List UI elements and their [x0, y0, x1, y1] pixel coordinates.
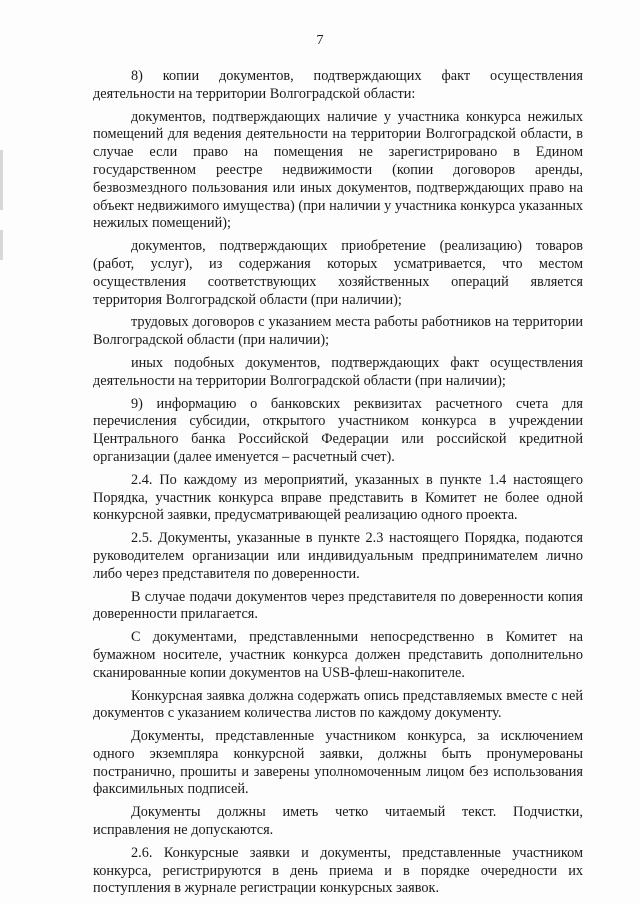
scan-edge-mark [0, 150, 3, 210]
paragraph-numbering: Документы, представленные участником конкурса, за исключением одного экземпляра конкурсной заявки, должны быть пронумерованы постранично, прошиты и заверены уполномоченным лицом без использования факсимильных подписей. [93, 728, 583, 798]
paragraph-readable-text: Документы должны иметь четко читаемый текст. Подчистки, исправления не допускаются. [93, 804, 583, 839]
paragraph-premises-documents: документов, подтверждающих наличие у участника конкурса нежилых помещений для ведения деятельности на территории Волгоградской области, в случае если право на помещения не зарегистрировано в Едином государственном реестре недвижимости (копии договоров аренды, безвозмездного пользования или иных документов, подтверждающих право на объект недвижимого имущества) (при наличии у участника конкурса указанных нежилых помещений); [93, 108, 583, 232]
paragraph-inventory: Конкурсная заявка должна содержать опись представляемых вместе с ней документов с указанием количества листов по каждому документу. [93, 687, 583, 722]
paragraph-2-5: 2.5. Документы, указанные в пункте 2.3 настоящего Порядка, подаются руководителем организации или индивидуальным предпринимателем лично либо через представителя по доверенности. [93, 530, 583, 582]
document-body [93, 68, 583, 903]
paragraph-2-4: 2.4. По каждому из мероприятий, указанных в пункте 1.4 настоящего Порядка, участник конкурса вправе представить в Комитет не более одной конкурсной заявки, предусматривающей реализацию одного проекта. [93, 471, 583, 524]
paragraph-item-9: 9) информацию о банковских реквизитах расчетного счета для перечисления субсидии, открытого участником конкурса в учреждении Центрального банка Российской Федерации или российской кредитной организации (далее именуется – расчетный счет). [93, 395, 583, 465]
paragraph-usb-copies: С документами, представленными непосредственно в Комитет на бумажном носителе, участник конкурса должен представить дополнительно сканированные копии документов на USB-флеш-накопителе. [93, 629, 583, 681]
paragraph-item-8: 8) копии документов, подтверждающих факт осуществления деятельности на территории Волгоградской области: [93, 68, 583, 102]
paragraph-other-documents: иных подобных документов, подтверждающих факт осуществления деятельности на территории Волгоградской области (при наличии); [93, 354, 583, 389]
scan-edge-mark [0, 230, 3, 260]
paragraph-labor-contracts: трудовых договоров с указанием места работы работников на территории Волгоградской области (при наличии); [93, 314, 583, 349]
page-number: 7 [316, 33, 324, 48]
paragraph-purchase-documents: документов, подтверждающих приобретение (реализацию) товаров (работ, услуг), из содержания которых усматривается, что местом осуществления соответствующих хозяйственных операций является территория Волгоградской области (при наличии); [93, 238, 583, 308]
paragraph-power-of-attorney: В случае подачи документов через представителя по доверенности копия доверенности прилагается. [93, 588, 583, 623]
paragraph-2-6: 2.6. Конкурсные заявки и документы, представленные участником конкурса, регистрируются в день приема и в порядке очередности их поступления в журнале регистрации конкурсных заявок. [93, 844, 583, 897]
